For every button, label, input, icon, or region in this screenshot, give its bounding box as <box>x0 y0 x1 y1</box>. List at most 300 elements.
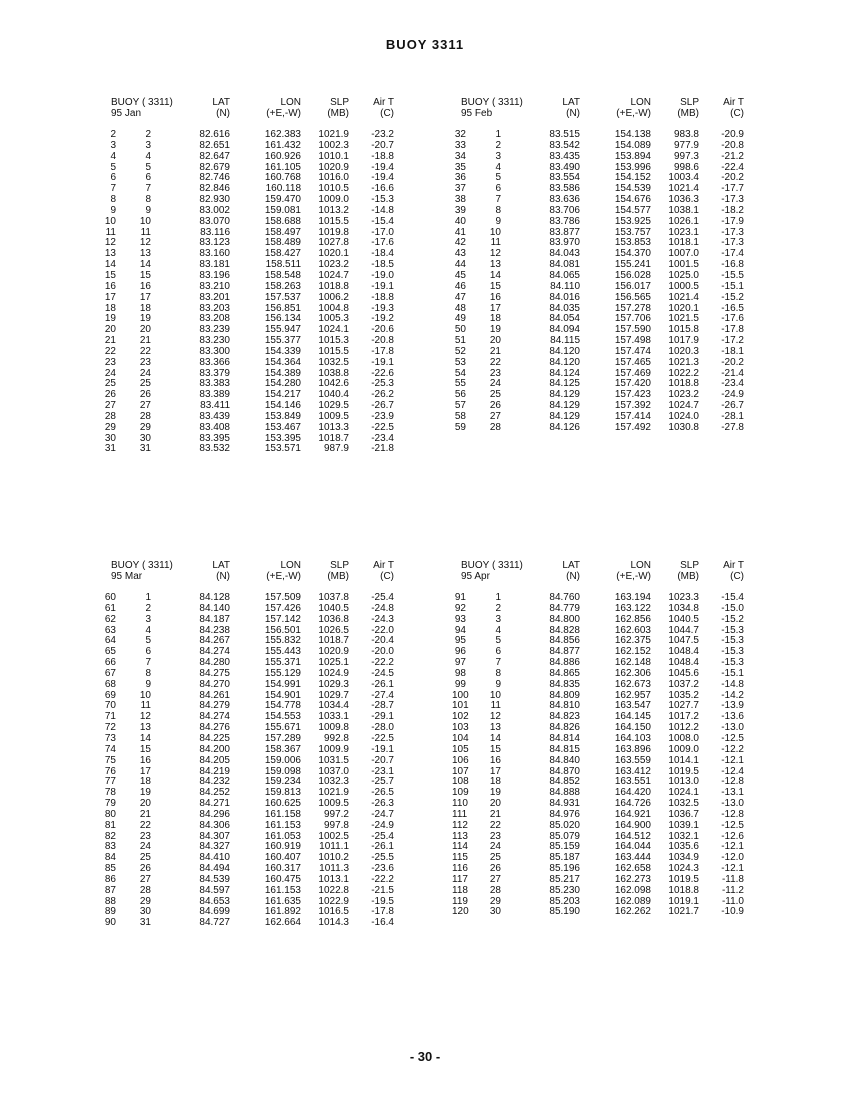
cell-airt: -20.7 <box>371 754 394 766</box>
cell-lon: 157.414 <box>614 410 651 422</box>
cell-airt: -19.3 <box>371 302 394 314</box>
cell-lat: 84.410 <box>199 852 230 864</box>
cell-slp: 1011.3 <box>319 863 349 875</box>
cell-slp: 1021.5 <box>668 313 699 325</box>
table-body <box>452 593 792 918</box>
cell-airt: -14.8 <box>721 678 744 690</box>
header-buoy: BUOY ( 3311) <box>111 560 173 571</box>
cell-slp: 1037.2 <box>668 678 699 690</box>
cell-airt: -12.1 <box>721 841 744 853</box>
cell-airt: -24.5 <box>371 667 394 679</box>
cell-day: 9 <box>495 678 501 690</box>
cell-day: 14 <box>139 732 151 744</box>
header-slp: SLP <box>680 97 699 108</box>
cell-airt: -22.0 <box>371 624 394 636</box>
cell-slp: 1036.7 <box>668 808 699 820</box>
cell-airt: -21.2 <box>721 150 744 162</box>
cell-index: 78 <box>104 787 116 799</box>
cell-slp: 1013.0 <box>668 776 699 788</box>
cell-airt: -13.1 <box>721 787 744 799</box>
cell-airt: -19.4 <box>371 172 394 184</box>
cell-lon: 157.498 <box>614 335 651 347</box>
cell-day: 16 <box>139 280 151 292</box>
cell-lat: 83.210 <box>199 280 230 292</box>
cell-airt: -12.1 <box>721 863 744 875</box>
cell-slp: 1015.5 <box>318 215 349 227</box>
cell-index: 92 <box>454 602 466 614</box>
cell-day: 30 <box>139 906 151 918</box>
cell-airt: -12.5 <box>721 819 744 831</box>
cell-slp: 992.8 <box>323 732 349 744</box>
cell-lat: 84.120 <box>549 345 580 357</box>
cell-lat: 84.094 <box>549 324 580 336</box>
cell-airt: -17.8 <box>721 324 744 336</box>
cell-airt: -15.3 <box>721 657 744 669</box>
cell-lat: 85.190 <box>549 906 580 918</box>
cell-slp: 1002.5 <box>318 830 349 842</box>
cell-lon: 162.603 <box>614 624 651 636</box>
cell-index: 56 <box>454 389 466 401</box>
cell-lon: 157.590 <box>614 324 651 336</box>
cell-slp: 1016.0 <box>318 172 349 184</box>
cell-index: 23 <box>104 356 116 368</box>
cell-slp: 1007.0 <box>668 248 699 260</box>
cell-day: 19 <box>139 787 151 799</box>
cell-lon: 154.539 <box>614 183 651 195</box>
cell-day: 27 <box>139 873 151 885</box>
cell-index: 55 <box>454 378 466 390</box>
cell-slp: 1020.3 <box>668 345 699 357</box>
cell-slp: 1020.1 <box>668 302 699 314</box>
cell-airt: -15.0 <box>721 602 744 614</box>
cell-airt: -10.9 <box>721 906 744 918</box>
cell-lat: 84.016 <box>549 291 580 303</box>
cell-airt: -15.2 <box>721 613 744 625</box>
cell-slp: 1044.7 <box>668 624 699 636</box>
table-row <box>102 217 442 228</box>
cell-airt: -28.0 <box>371 722 394 734</box>
cell-airt: -12.6 <box>721 830 744 842</box>
cell-lon: 158.263 <box>264 280 301 292</box>
cell-slp: 1009.0 <box>318 194 349 206</box>
cell-day: 14 <box>489 269 501 281</box>
cell-lon: 154.577 <box>614 204 651 216</box>
cell-slp: 1018.7 <box>318 432 349 444</box>
cell-airt: -21.5 <box>371 884 394 896</box>
cell-lon: 164.420 <box>614 787 651 799</box>
cell-airt: -20.0 <box>371 646 394 658</box>
cell-lat: 83.196 <box>199 269 230 281</box>
cell-lat: 83.490 <box>549 161 580 173</box>
cell-index: 6 <box>110 172 116 184</box>
cell-day: 30 <box>139 432 151 444</box>
header-lon-unit: (+E,-W) <box>266 571 301 582</box>
cell-lon: 157.142 <box>264 613 301 625</box>
cell-slp: 1015.3 <box>318 335 349 347</box>
cell-day: 27 <box>489 410 501 422</box>
cell-day: 29 <box>139 421 151 433</box>
cell-lon: 160.118 <box>265 183 301 195</box>
cell-slp: 1021.4 <box>668 291 699 303</box>
cell-day: 1 <box>145 592 151 603</box>
cell-lon: 156.134 <box>264 313 301 325</box>
cell-airt: -21.8 <box>371 443 394 455</box>
table-row <box>452 756 792 767</box>
cell-lon: 153.757 <box>614 226 651 238</box>
cell-day: 7 <box>495 657 501 669</box>
cell-airt: -25.7 <box>371 776 394 788</box>
cell-airt: -12.1 <box>721 754 744 766</box>
table-row <box>102 918 442 929</box>
cell-index: 15 <box>104 269 116 281</box>
cell-lat: 84.279 <box>199 700 230 712</box>
cell-lon: 164.145 <box>614 711 651 723</box>
cell-lon: 161.635 <box>264 895 301 907</box>
cell-airt: -19.2 <box>371 313 394 325</box>
cell-lat: 84.124 <box>549 367 580 379</box>
cell-index: 35 <box>454 161 466 173</box>
cell-lon: 155.671 <box>264 722 301 734</box>
cell-lat: 84.800 <box>549 613 580 625</box>
cell-slp: 1047.5 <box>668 635 699 647</box>
cell-index: 65 <box>104 646 116 658</box>
cell-slp: 1027.7 <box>668 700 699 712</box>
cell-day: 22 <box>489 819 501 831</box>
cell-day: 24 <box>489 841 501 853</box>
cell-lon: 161.158 <box>264 808 301 820</box>
cell-index: 95 <box>454 635 466 647</box>
cell-lon: 153.467 <box>264 421 301 433</box>
cell-airt: -16.5 <box>721 302 744 314</box>
cell-day: 5 <box>145 161 151 173</box>
cell-index: 111 <box>452 808 468 820</box>
cell-lon: 160.768 <box>264 172 301 184</box>
table-row <box>102 423 442 434</box>
cell-lon: 161.892 <box>264 906 301 918</box>
cell-index: 18 <box>104 302 116 314</box>
cell-slp: 1035.6 <box>668 841 699 853</box>
cell-lon: 162.383 <box>264 129 301 140</box>
cell-day: 18 <box>489 313 501 325</box>
cell-slp: 1001.5 <box>668 259 699 271</box>
cell-index: 86 <box>104 873 116 885</box>
cell-lat: 83.230 <box>199 335 230 347</box>
cell-index: 71 <box>104 711 116 723</box>
cell-airt: -26.7 <box>371 400 394 412</box>
cell-lat: 84.327 <box>199 841 230 853</box>
cell-lon: 159.234 <box>264 776 301 788</box>
cell-lat: 84.307 <box>199 830 230 842</box>
cell-airt: -19.1 <box>371 356 394 368</box>
cell-day: 12 <box>139 237 151 249</box>
header-slp-unit: (MB) <box>677 571 699 582</box>
cell-lon: 157.289 <box>264 732 301 744</box>
cell-day: 9 <box>495 215 501 227</box>
cell-day: 11 <box>490 237 501 249</box>
cell-lon: 160.407 <box>264 852 301 864</box>
cell-lon: 160.919 <box>264 841 301 853</box>
cell-lat: 84.128 <box>199 592 230 603</box>
cell-slp: 1006.2 <box>318 291 349 303</box>
cell-airt: -12.0 <box>721 852 744 864</box>
cell-index: 75 <box>104 754 116 766</box>
cell-airt: -18.8 <box>371 291 394 303</box>
header-slp-unit: (MB) <box>327 571 349 582</box>
cell-index: 81 <box>104 819 116 831</box>
cell-lon: 157.509 <box>264 592 301 603</box>
cell-lon: 159.006 <box>264 754 301 766</box>
cell-lat: 82.746 <box>199 172 230 184</box>
cell-lat: 83.070 <box>199 215 230 227</box>
cell-lon: 162.957 <box>614 689 651 701</box>
cell-lat: 84.597 <box>199 884 230 896</box>
cell-slp: 1000.5 <box>668 280 699 292</box>
cell-lon: 157.278 <box>614 302 651 314</box>
cell-index: 97 <box>454 657 466 669</box>
header-lon: LON <box>630 560 651 571</box>
cell-airt: -16.6 <box>371 183 394 195</box>
cell-lat: 83.970 <box>549 237 580 249</box>
cell-lon: 154.676 <box>614 194 651 206</box>
cell-index: 79 <box>104 798 116 810</box>
cell-lon: 153.925 <box>614 215 651 227</box>
cell-index: 24 <box>104 367 116 379</box>
cell-day: 13 <box>139 248 151 260</box>
cell-airt: -26.7 <box>721 400 744 412</box>
cell-day: 27 <box>489 873 501 885</box>
cell-airt: -18.1 <box>721 345 744 357</box>
cell-airt: -18.4 <box>371 248 394 260</box>
cell-slp: 1024.1 <box>318 324 349 336</box>
cell-slp: 1004.8 <box>318 302 349 314</box>
cell-lon: 154.553 <box>264 711 301 723</box>
cell-day: 22 <box>489 356 501 368</box>
cell-lat: 84.125 <box>549 378 580 390</box>
cell-day: 3 <box>495 150 501 162</box>
cell-airt: -29.1 <box>371 711 394 723</box>
cell-index: 83 <box>104 841 116 853</box>
cell-index: 88 <box>104 895 116 907</box>
cell-lat: 82.651 <box>199 139 230 151</box>
cell-airt: -14.2 <box>721 689 744 701</box>
cell-day: 10 <box>139 215 151 227</box>
table-header <box>452 97 792 119</box>
cell-day: 30 <box>489 906 501 918</box>
table-row <box>452 217 792 228</box>
cell-index: 47 <box>454 291 466 303</box>
cell-slp: 1019.5 <box>668 765 699 777</box>
cell-lat: 84.826 <box>549 722 580 734</box>
cell-airt: -24.7 <box>371 808 394 820</box>
table-jan <box>102 97 442 455</box>
header-slp: SLP <box>330 560 349 571</box>
cell-airt: -11.2 <box>721 884 744 896</box>
cell-airt: -23.4 <box>721 378 744 390</box>
cell-day: 22 <box>139 819 151 831</box>
table-row <box>452 886 792 897</box>
header-airt: Air T <box>723 560 744 571</box>
cell-day: 8 <box>495 667 501 679</box>
cell-index: 70 <box>104 700 116 712</box>
cell-day: 17 <box>489 765 501 777</box>
cell-airt: -24.9 <box>371 819 394 831</box>
cell-day: 15 <box>139 743 151 755</box>
cell-day: 28 <box>489 884 501 896</box>
cell-lat: 84.539 <box>199 873 230 885</box>
cell-lat: 84.865 <box>549 667 580 679</box>
cell-airt: -16.4 <box>371 917 394 929</box>
cell-lon: 163.444 <box>614 852 651 864</box>
cell-lon: 162.089 <box>614 895 651 907</box>
cell-day: 28 <box>139 884 151 896</box>
cell-airt: -22.5 <box>371 421 394 433</box>
header-lon: LON <box>280 560 301 571</box>
cell-lat: 85.187 <box>549 852 580 864</box>
cell-airt: -15.4 <box>371 215 394 227</box>
cell-airt: -15.3 <box>371 194 394 206</box>
cell-airt: -17.6 <box>721 313 744 325</box>
cell-index: 106 <box>452 754 469 766</box>
table-row <box>102 821 442 832</box>
cell-lat: 84.653 <box>199 895 230 907</box>
cell-day: 4 <box>145 624 151 636</box>
cell-lon: 162.664 <box>264 917 301 929</box>
cell-lon: 161.432 <box>264 139 301 151</box>
cell-index: 44 <box>454 259 466 271</box>
cell-lon: 157.537 <box>264 291 301 303</box>
cell-slp: 1036.3 <box>668 194 699 206</box>
cell-slp: 997.3 <box>673 150 699 162</box>
cell-slp: 1035.2 <box>668 689 699 701</box>
cell-day: 8 <box>145 667 151 679</box>
cell-lon: 154.280 <box>264 378 301 390</box>
cell-lat: 84.129 <box>549 389 580 401</box>
cell-index: 17 <box>104 291 116 303</box>
cell-lon: 154.389 <box>264 367 301 379</box>
header-lon: LON <box>280 97 301 108</box>
cell-slp: 1022.8 <box>318 884 349 896</box>
cell-lat: 84.252 <box>199 787 230 799</box>
cell-day: 18 <box>139 302 151 314</box>
header-airt-unit: (C) <box>730 571 744 582</box>
header-lat-unit: (N) <box>216 108 230 119</box>
cell-lon: 163.559 <box>614 754 651 766</box>
cell-airt: -28.7 <box>371 700 394 712</box>
cell-slp: 1024.3 <box>668 863 699 875</box>
cell-lat: 83.208 <box>199 313 230 325</box>
cell-slp: 1027.8 <box>318 237 349 249</box>
table-row <box>102 293 442 304</box>
cell-lon: 161.153 <box>264 819 301 831</box>
cell-lat: 83.435 <box>549 150 580 162</box>
cell-airt: -20.9 <box>721 129 744 140</box>
cell-index: 93 <box>454 613 466 625</box>
table-row <box>452 152 792 163</box>
cell-slp: 1024.0 <box>668 410 699 422</box>
cell-slp: 1029.7 <box>318 689 349 701</box>
cell-lon: 158.497 <box>264 226 301 238</box>
cell-slp: 1042.6 <box>318 378 349 390</box>
cell-lat: 84.886 <box>549 657 580 669</box>
cell-lon: 162.152 <box>614 646 651 658</box>
cell-index: 108 <box>452 776 469 788</box>
cell-index: 45 <box>454 269 466 281</box>
cell-lat: 84.238 <box>199 624 230 636</box>
cell-slp: 1021.9 <box>318 787 349 799</box>
cell-lat: 84.810 <box>549 700 580 712</box>
cell-airt: -25.4 <box>371 592 394 603</box>
cell-index: 77 <box>104 776 116 788</box>
cell-slp: 1040.4 <box>318 389 349 401</box>
cell-index: 7 <box>110 183 116 195</box>
cell-lon: 162.098 <box>614 884 651 896</box>
cell-lon: 154.138 <box>614 129 651 140</box>
cell-lat: 83.554 <box>549 172 580 184</box>
cell-slp: 1045.6 <box>668 667 699 679</box>
header-row-labels <box>102 560 442 571</box>
cell-slp: 1013.1 <box>318 873 349 885</box>
cell-index: 4 <box>110 150 116 162</box>
header-row-units <box>102 571 442 582</box>
cell-lon: 155.377 <box>264 335 301 347</box>
cell-index: 54 <box>454 367 466 379</box>
cell-index: 34 <box>454 150 466 162</box>
cell-lat: 83.395 <box>199 432 230 444</box>
table-header <box>452 560 792 582</box>
cell-lon: 162.273 <box>614 873 651 885</box>
cell-lat: 83.383 <box>199 378 230 390</box>
cell-lat: 84.275 <box>199 667 230 679</box>
cell-slp: 1024.7 <box>668 400 699 412</box>
cell-day: 8 <box>145 194 151 206</box>
cell-lon: 153.849 <box>264 410 301 422</box>
cell-lat: 84.306 <box>199 819 230 831</box>
cell-day: 21 <box>489 808 501 820</box>
cell-day: 9 <box>145 204 151 216</box>
cell-slp: 1017.9 <box>668 335 699 347</box>
cell-index: 38 <box>454 194 466 206</box>
cell-lat: 84.129 <box>549 410 580 422</box>
cell-index: 36 <box>454 172 466 184</box>
cell-index: 74 <box>104 743 116 755</box>
cell-slp: 1024.7 <box>318 269 349 281</box>
cell-day: 21 <box>139 808 151 820</box>
cell-airt: -20.6 <box>371 324 394 336</box>
cell-lon: 159.470 <box>264 194 301 206</box>
cell-day: 21 <box>489 345 501 357</box>
cell-slp: 1026.5 <box>318 624 349 636</box>
cell-airt: -12.2 <box>721 743 744 755</box>
cell-lon: 164.512 <box>614 830 651 842</box>
header-row-labels <box>452 560 792 571</box>
cell-lat: 83.116 <box>200 226 230 238</box>
cell-index: 3 <box>110 139 116 151</box>
cell-day: 23 <box>139 830 151 842</box>
cell-lat: 83.636 <box>549 194 580 206</box>
cell-day: 2 <box>145 129 151 140</box>
cell-lon: 161.105 <box>264 161 301 173</box>
cell-lat: 83.239 <box>199 324 230 336</box>
cell-lon: 162.306 <box>614 667 651 679</box>
cell-slp: 1034.4 <box>318 700 349 712</box>
cell-day: 19 <box>139 313 151 325</box>
cell-lat: 82.647 <box>199 150 230 162</box>
cell-airt: -15.2 <box>721 291 744 303</box>
cell-airt: -23.1 <box>371 765 394 777</box>
table-row <box>102 358 442 369</box>
cell-airt: -17.2 <box>721 335 744 347</box>
cell-index: 100 <box>452 689 469 701</box>
